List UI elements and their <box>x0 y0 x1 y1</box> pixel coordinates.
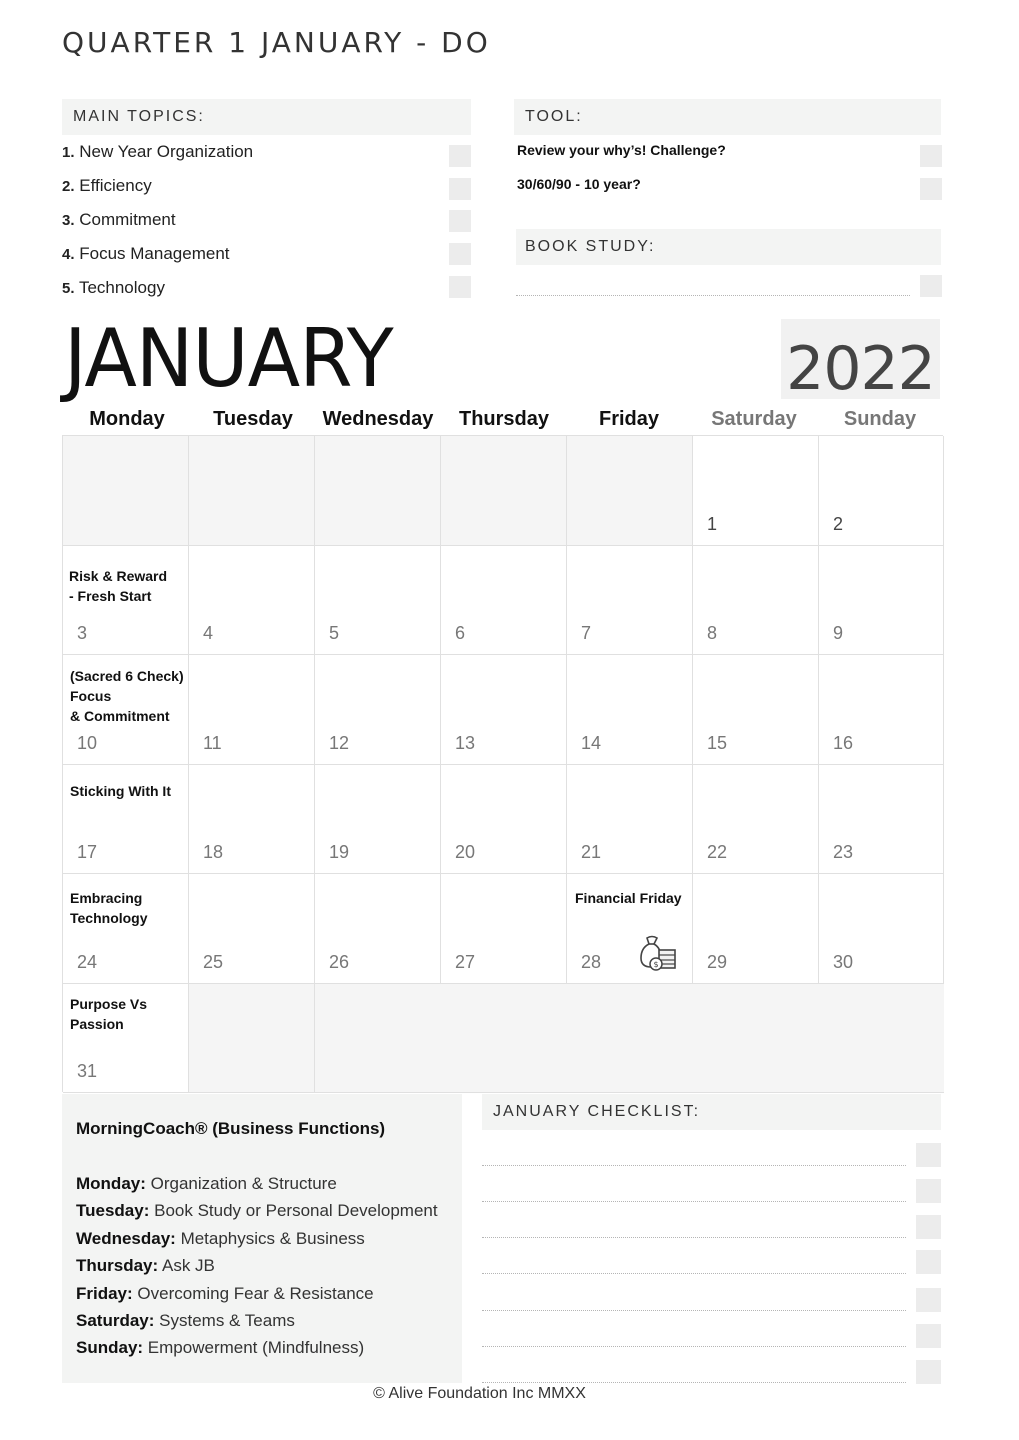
topic-label: Commitment <box>79 210 176 229</box>
day-number: 13 <box>455 733 476 753</box>
calendar-day[interactable] <box>315 765 441 874</box>
day-number: 9 <box>833 623 844 643</box>
day-number: 4 <box>203 623 214 643</box>
day-number: 3 <box>77 623 88 643</box>
topic-number: 2. <box>62 178 75 195</box>
calendar-day[interactable] <box>693 765 819 874</box>
topic-label: Technology <box>78 278 165 297</box>
calendar-day[interactable] <box>315 655 441 765</box>
calendar-cell-empty <box>189 984 315 1093</box>
week-note: (Sacred 6 Check) Focus & Commitment <box>70 668 184 724</box>
checklist-checkbox[interactable] <box>916 1288 941 1312</box>
calendar-day[interactable] <box>819 546 944 655</box>
checklist-line[interactable] <box>482 1309 906 1311</box>
weekday-wednesday: Wednesday <box>322 408 434 430</box>
day-number: 2 <box>833 514 844 534</box>
day-number: 10 <box>77 733 98 753</box>
checklist-line[interactable] <box>482 1164 906 1166</box>
book-study-line[interactable] <box>516 294 910 296</box>
calendar-grid <box>62 435 943 1092</box>
topic-checkbox[interactable] <box>449 210 471 232</box>
calendar-day[interactable] <box>819 765 944 874</box>
calendar-cell-empty <box>189 436 315 546</box>
day-number: 17 <box>77 842 98 862</box>
day-number: 12 <box>329 733 350 753</box>
topic-item <box>62 278 165 312</box>
calendar-day[interactable] <box>819 655 944 765</box>
checklist-checkbox[interactable] <box>916 1324 941 1348</box>
calendar-cell-empty <box>315 984 944 1093</box>
calendar-day[interactable] <box>189 874 315 984</box>
topic-number: 1. <box>62 144 75 161</box>
week-note: Embracing Technology <box>70 890 148 926</box>
day-number: 30 <box>833 952 854 972</box>
morning-coach-line: Saturday: Systems & Teams <box>76 1311 295 1330</box>
checklist-line[interactable] <box>482 1236 906 1238</box>
calendar-day[interactable] <box>315 874 441 984</box>
topic-label: Efficiency <box>79 176 152 195</box>
calendar-cell-empty <box>567 436 693 546</box>
copyright-footer: © Alive Foundation Inc MMXX <box>373 1385 586 1402</box>
checklist-line[interactable] <box>482 1200 906 1202</box>
calendar-day[interactable] <box>315 546 441 655</box>
tool-item: Review your why’s! Challenge? <box>517 142 726 158</box>
calendar-day[interactable] <box>63 984 189 1093</box>
day-number: 27 <box>455 952 476 972</box>
calendar-day[interactable] <box>189 765 315 874</box>
tool-header: TOOL: <box>514 99 941 135</box>
calendar-day[interactable] <box>693 874 819 984</box>
calendar-day[interactable] <box>567 655 693 765</box>
topic-label: Focus Management <box>79 244 230 263</box>
topic-checkbox[interactable] <box>449 145 471 167</box>
money-bag-icon <box>637 934 679 972</box>
day-number: 7 <box>581 623 592 643</box>
calendar-day[interactable] <box>189 546 315 655</box>
morning-coach-line: Sunday: Empowerment (Mindfulness) <box>76 1338 365 1357</box>
morning-coach-line: Tuesday: Book Study or Personal Development <box>76 1201 438 1220</box>
calendar-day[interactable] <box>693 546 819 655</box>
day-number: 21 <box>581 842 602 862</box>
morning-coach-line: Thursday: Ask JB <box>76 1256 215 1275</box>
calendar-day[interactable] <box>441 546 567 655</box>
calendar-day[interactable] <box>441 874 567 984</box>
checklist-header: JANUARY CHECKLIST: <box>482 1094 941 1130</box>
day-number: 26 <box>329 952 350 972</box>
calendar-cell-empty <box>441 436 567 546</box>
checklist-checkbox[interactable] <box>916 1179 941 1203</box>
week-note: Sticking With It <box>70 783 171 799</box>
day-number: 31 <box>77 1061 98 1081</box>
tool-checkbox[interactable] <box>920 178 942 200</box>
morning-coach-title: MorningCoach® (Business Functions) <box>76 1119 386 1138</box>
calendar-day[interactable] <box>63 765 189 874</box>
calendar-day[interactable] <box>567 546 693 655</box>
day-number: 8 <box>707 623 718 643</box>
tool-checkbox[interactable] <box>920 145 942 167</box>
day-number: 11 <box>203 733 222 753</box>
day-number: 24 <box>77 952 98 972</box>
calendar-day[interactable] <box>63 874 189 984</box>
tool-item: 30/60/90 - 10 year? <box>517 176 641 192</box>
week-note: Purpose Vs Passion <box>70 996 148 1032</box>
topic-label: New Year Organization <box>79 142 254 161</box>
weekday-monday: Monday <box>89 408 165 430</box>
calendar-day[interactable] <box>441 655 567 765</box>
week-note: Risk & Reward - Fresh Start <box>69 568 168 604</box>
calendar-day[interactable] <box>567 765 693 874</box>
day-number: 19 <box>329 842 350 862</box>
morning-coach-line: Monday: Organization & Structure <box>76 1174 337 1193</box>
topic-number: 4. <box>62 246 75 263</box>
day-number: 14 <box>581 733 602 753</box>
day-number: 25 <box>203 952 224 972</box>
topic-number: 5. <box>62 280 75 297</box>
calendar-day[interactable] <box>441 765 567 874</box>
weekday-friday: Friday <box>598 408 660 430</box>
day-number: 23 <box>833 842 854 862</box>
main-topics-header: MAIN TOPICS: <box>62 99 471 135</box>
page-title: QUARTER 1 JANUARY - DO <box>62 26 491 59</box>
checklist-line[interactable] <box>482 1345 906 1347</box>
day-number: 6 <box>455 623 466 643</box>
topic-item <box>62 244 230 278</box>
book-study-header: BOOK STUDY: <box>516 229 941 265</box>
checklist-checkbox[interactable] <box>916 1143 941 1167</box>
morning-coach-line: Wednesday: Metaphysics & Business <box>76 1229 365 1248</box>
day-number: 28 <box>581 952 602 972</box>
day-number: 20 <box>455 842 476 862</box>
topic-checkbox[interactable] <box>449 276 471 298</box>
morning-coach-line: Friday: Overcoming Fear & Resistance <box>76 1284 374 1303</box>
calendar-day[interactable] <box>189 655 315 765</box>
month-title: JANUARY <box>64 312 393 405</box>
calendar-cell-empty <box>63 436 189 546</box>
week-note: Financial Friday <box>575 890 682 906</box>
day-number: 29 <box>707 952 728 972</box>
weekday-sunday: Sunday <box>843 408 917 430</box>
checklist-checkbox[interactable] <box>916 1360 941 1384</box>
checklist-line[interactable] <box>482 1381 906 1383</box>
topic-checkbox[interactable] <box>449 178 471 200</box>
weekday-thursday: Thursday <box>458 408 550 430</box>
calendar-day[interactable] <box>693 655 819 765</box>
day-number: 1 <box>707 514 718 534</box>
day-number: 18 <box>203 842 224 862</box>
weekday-tuesday: Tuesday <box>213 408 293 430</box>
calendar-day[interactable] <box>693 436 819 546</box>
weekday-saturday: Saturday <box>711 408 797 430</box>
topic-number: 3. <box>62 212 75 229</box>
day-number: 22 <box>707 842 728 862</box>
checklist-checkbox[interactable] <box>916 1250 941 1274</box>
day-number: 5 <box>329 623 340 643</box>
book-study-checkbox[interactable] <box>920 275 942 297</box>
calendar-day[interactable] <box>819 436 944 546</box>
calendar-day[interactable] <box>63 546 189 655</box>
svg-text:$: $ <box>653 960 659 969</box>
calendar-cell-empty <box>315 436 441 546</box>
year-label: 2022 <box>786 334 935 404</box>
calendar-day[interactable] <box>819 874 944 984</box>
calendar-day[interactable] <box>567 874 693 984</box>
day-number: 15 <box>707 733 728 753</box>
topic-item <box>62 210 176 244</box>
topic-checkbox[interactable] <box>449 243 471 265</box>
checklist-checkbox[interactable] <box>916 1215 941 1239</box>
day-number: 16 <box>833 733 854 753</box>
topic-item <box>62 142 253 176</box>
checklist-line[interactable] <box>482 1272 906 1274</box>
calendar-day[interactable] <box>63 655 189 765</box>
topic-item <box>62 176 152 210</box>
